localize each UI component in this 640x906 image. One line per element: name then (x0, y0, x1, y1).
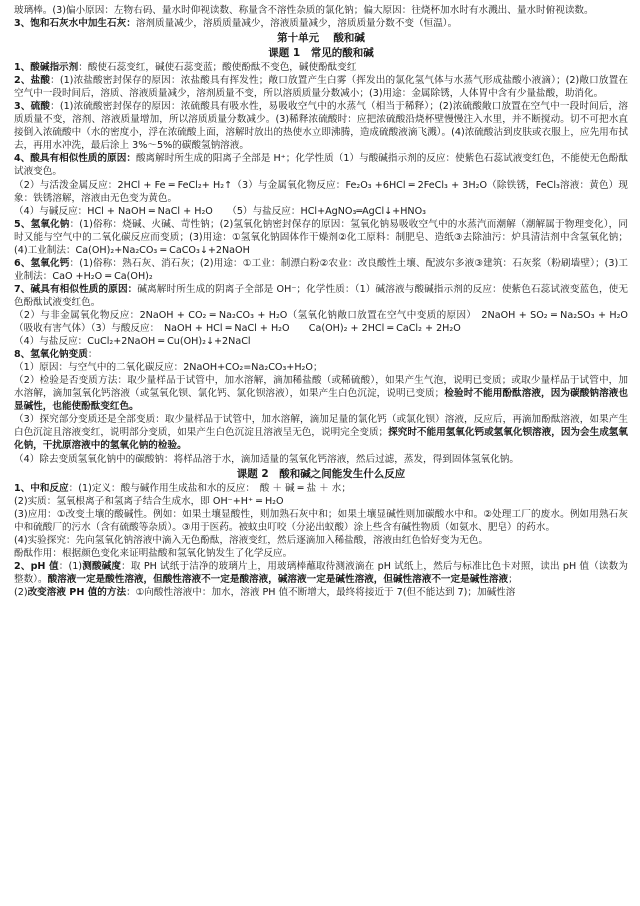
text-paragraph (14, 335, 628, 348)
text-run: ：酸使石蕊变红，碱使石蕊变蓝；酸使酚酞不变色，碱使酚酞变红 (78, 62, 357, 74)
text-paragraph (14, 495, 628, 508)
text-paragraph (14, 453, 628, 466)
text-paragraph (14, 482, 628, 495)
text-paragraph (14, 100, 628, 152)
text-paragraph (14, 361, 628, 374)
bold-text: 7、碱具有相似性质的原因： (14, 283, 138, 295)
bold-text: 酸溶液一定是酸性溶液，但酸性溶液不一定是酸溶液，碱溶液一定是碱性溶液，但碱性溶液不一定是碱性溶液 (47, 573, 509, 585)
text-paragraph (14, 348, 628, 361)
text-run: ： (87, 349, 98, 361)
bold-text: 测酸碱度 (82, 560, 122, 572)
section-heading (14, 46, 628, 60)
text-run: ：(1)俗称：烧碱、火碱、苛性钠；(2)氢氧化钠密封保存的原因：氢氧化钠易吸收空气中的水蒸汽而潮解（潮解属于物理变化），同时又能与空气中的二氧化碳反应而变质；(3)用途：①氢氧化钠固体作干燥剂②化工原料：制肥皂、造纸③去除油污：炉具清洁剂中含氢氧化钠；(4)工业制法：Ca(OH)₂+Na₂CO₃ ═ CaCO₃↓+2NaOH (14, 218, 628, 256)
text-paragraph (14, 61, 628, 74)
text-paragraph (14, 586, 628, 599)
bold-text: 4、酸具有相似性质的原因： (14, 153, 136, 165)
bold-text: 2、盐酸 (14, 75, 51, 87)
bold-text: 探究时不能用氢氧化钙或氢氧化钡溶液，因为会生成氢氧化钠，干扰原溶液中的氢氧化钠的检验。 (14, 427, 628, 452)
bold-text: 6、氢氧化钙 (14, 257, 70, 269)
text-paragraph (14, 508, 628, 534)
text-paragraph (14, 74, 628, 100)
bold-text: 1、酸碱指示剂 (14, 62, 79, 74)
bold-text: 第十单元 酸和碱 (277, 32, 365, 45)
text-run: (4)实验探究：先向氢氧化钠溶液中滴入无色酚酞，溶液变红，然后逐滴加入稀盐酸，溶液由红色恰好变为无色。 (14, 534, 489, 546)
bold-text: 8、氢氧化钠变质 (14, 349, 88, 361)
text-paragraph (14, 218, 628, 257)
bold-text: 1、中和反应 (14, 482, 69, 494)
text-run: 酚酞作用：根据颜色变化来证明盐酸和氢氧化钠发生了化学反应。 (14, 547, 293, 559)
text-run: ：(1)定义：酸与碱作用生成盐和水的反应： 酸 ＋ 碱 ═ 盐 ＋ 水； (68, 482, 351, 494)
text-run: （4）与碱反应：HCl + NaOH ═ NaCl + H₂O （5）与盐反应：HCl+AgNO₃═AgCl↓+HNO₃ (14, 205, 426, 217)
bold-text: 课题 1 常见的酸和碱 (268, 47, 374, 60)
text-paragraph (14, 205, 628, 218)
bold-text: 2、pH 值 (14, 560, 59, 572)
text-run: （4）除去变质氢氧化钠中的碳酸钠：将样品溶于水，滴加适量的氢氧化钙溶液，然后过滤，蒸发，得到固体氢氧化钠。 (14, 453, 519, 465)
text-run: ：(1)浓硫酸密封保存的原因：浓硫酸具有吸水性，易吸收空气中的水蒸气（相当于稀释）；(2)浓硫酸敞口放置在空气中一段时间后，溶质质量不变，溶剂、溶液质量增加，所以溶质质量分数减少。(3)稀释浓硫酸时：应把浓硫酸沿烧杯壁慢慢注入水里，并不断搅动。切不可把水直接倒入浓硫酸中（水的密度小，浮在浓硫酸上面，溶解时放出的热使水立即沸腾，造成硫酸液滴飞溅）。(4)浓硫酸沾到皮肤或衣服上，应先用布拭去，再用水冲洗，最后涂上 3%～5%的碳酸氢钠溶液。 (14, 101, 628, 152)
text-paragraph (14, 257, 628, 283)
text-paragraph (14, 413, 628, 452)
text-run: （4）与盐反应：CuCl₂+2NaOH ═ Cu(OH)₂↓+2NaCl (14, 336, 251, 348)
text-run: ； (508, 573, 518, 585)
text-paragraph (14, 374, 628, 413)
text-run: ：①向酸性溶液中：加水，溶液 PH 值不断增大，最终将接近于 7(但不能达到 7)；加碱性溶 (126, 586, 516, 598)
text-run: 玻璃棒。(3)偏小原因：左物右码、量水时仰视读数、称量含不溶性杂质的氯化钠；偏大原因：往烧杯加水时有水溅出、量水时俯视读数。 (14, 5, 594, 16)
section-heading (14, 467, 628, 481)
text-run: ：(1) (58, 560, 83, 572)
text-run: （3）探究部分变质还是全部变质：取少量样品于试管中，加水溶解，滴加足量的氯化钙（或氯化钡）溶液，反应后，再滴加酚酞溶液，如果产生白色沉淀且溶液变红，说明部分变质，如果产生白色沉淀且溶液呈无色，说明完全变质； (14, 414, 628, 439)
text-paragraph (14, 4, 628, 17)
text-run: 碱离解时所生成的阴离子全部是 OH⁻；化学性质：（1）碱溶液与酸碱指示剂的反应：使紫色石蕊试液变蓝色，使无色酚酞试液变红色。 (14, 283, 628, 308)
text-paragraph (14, 179, 628, 205)
text-paragraph (14, 17, 628, 30)
text-run: （2）与活泼金属反应：2HCl + Fe ═ FeCl₂+ H₂↑（3）与金属氧化物反应：Fe₂O₃ +6HCl ═ 2FeCl₃ + 3H₂O（除铁锈，FeCl₃溶液：黄色）现象：铁锈溶解，溶液由无色变为黄色。 (14, 179, 628, 204)
text-paragraph (14, 309, 638, 335)
text-paragraph (14, 560, 628, 586)
text-run: （2）检验是否变质方法：取少量样品于试管中，加水溶解，滴加稀盐酸（或稀硫酸），如果产生气泡，说明已变质；或取少量样品于试管中，加水溶解，滴加氢氧化钙溶液（或氢氧化钡、氯化钙、氯化钡溶液），如果产生白色沉淀，说明已变质； (14, 375, 628, 400)
text-run: （2）与非金属氧化物反应：2NaOH + CO₂ ═ Na₂CO₃ + H₂O（氢氧化钠敞口放置在空气中变质的原因） 2NaOH + SO₂ ═ Na₂SO₃ + H₂O （吸收有害气体）（3）与酸反应： NaOH + HCl ═ NaCl + H₂O Ca(OH)₂ + 2HCl ═ CaCl₂ + 2H₂O (14, 309, 638, 335)
text-run: (3)应用：①改变土壤的酸碱性。例如：如果土壤显酸性，则加熟石灰中和；如果土壤显碱性则加碳酸水中和。②处理工厂的废水。例如用熟石灰中和硫酸厂的污水（含有硫酸等杂质）。③用于医药。被蚊虫叮咬（分泌出蚁酸）涂上些含有碱性物质（如氨水、肥皂）的药水。 (14, 508, 628, 533)
bold-text: 5、氢氧化钠 (14, 218, 70, 230)
text-run: 酸离解时所生成的阳离子全部是 H⁺；化学性质（1）与酸碱指示剂的反应：使紫色石蕊试液变红色，不能使无色酚酞试液变色。 (14, 153, 628, 178)
text-run: ：(1)浓盐酸密封保存的原因：浓盐酸具有挥发性；敞口放置产生白雾（挥发出的氯化氢气体与水蒸气形成盐酸小液滴）；(2)敞口放置在空气中一段时间后，溶质、溶液质量减少，溶剂质量不变，所以溶质质量分数减小；(3)用途：金属除锈，人体胃中含有少量盐酸，助消化。 (14, 75, 628, 100)
text-run: 溶剂质量减少，溶质质量减少，溶液质量减少，溶质质量分数不变（恒温）。 (135, 18, 458, 30)
text-run: ：(1)俗称：熟石灰、消石灰；(2)用途：①工业：制漂白粉②农业：改良酸性土壤、配波尔多液③建筑：石灰浆（粉刷墙壁）；(3)工业制法：CaO +H₂O ═ Ca(OH)₂ (14, 257, 628, 282)
text-run: ：取 PH 试纸于洁净的玻璃片上，用玻璃棒蘸取待测液滴在 pH 试纸上，然后与标准比色卡对照，读出 pH 值（读数为整数）。 (14, 560, 629, 585)
text-paragraph (14, 534, 628, 547)
bold-text: 改变溶液 PH 值的方法 (27, 586, 127, 598)
bold-text: 检验时不能用酚酞溶液，因为碳酸钠溶液也显碱性，也能使酚酞变红色。 (14, 388, 629, 413)
text-paragraph (14, 283, 628, 309)
bold-text: 3、硫酸 (14, 101, 51, 113)
text-run: (2) (14, 586, 28, 598)
text-run: (2)实质：氢氧根离子和氢离子结合生成水，即 OH⁻+H⁺ ═ H₂O (14, 495, 284, 507)
text-paragraph (14, 547, 628, 560)
text-run: （1）原因：与空气中的二氧化碳反应：2NaOH+CO₂=Na₂CO₃+H₂O； (14, 362, 323, 374)
text-paragraph (14, 152, 628, 178)
section-heading (14, 31, 628, 45)
bold-text: 课题 2 酸和碱之间能发生什么反应 (236, 467, 406, 480)
bold-text: 3、饱和石灰水中加生石灰： (14, 18, 136, 30)
